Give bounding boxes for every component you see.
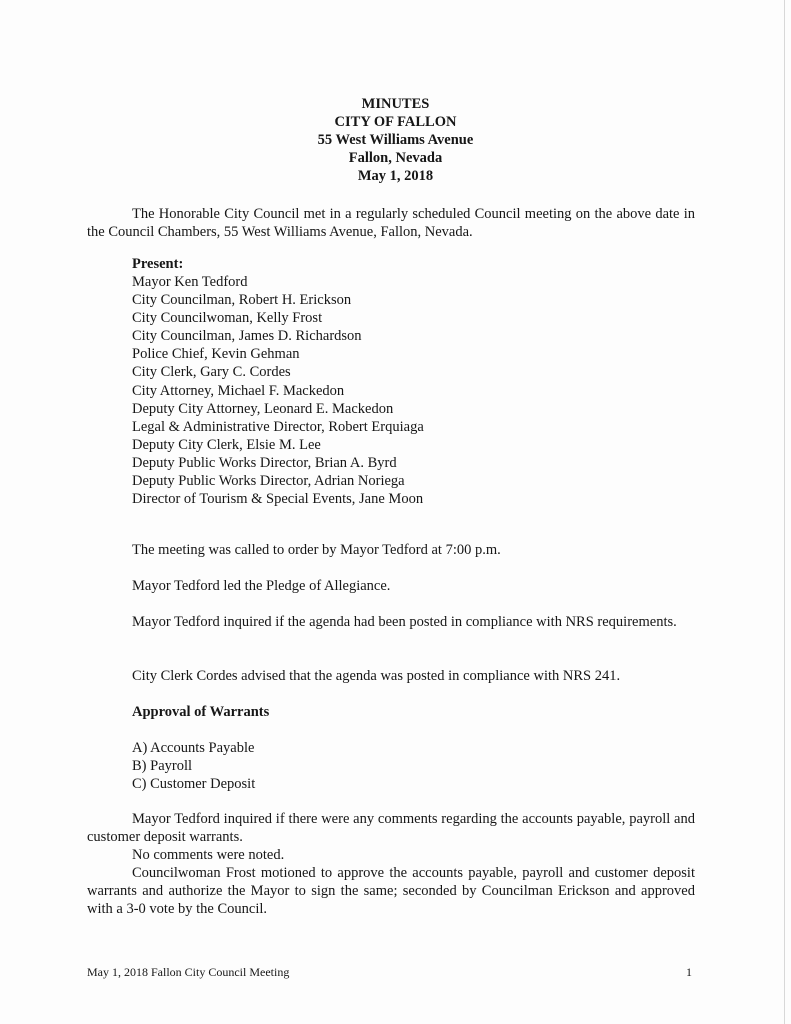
- attendee-item: Director of Tourism & Special Events, Jane Moon: [132, 491, 424, 508]
- warrant-item: B) Payroll: [132, 758, 193, 774]
- agenda-response-paragraph: City Clerk Cordes advised that the agenda was posted in compliance with NRS 241.: [132, 668, 621, 684]
- footer-page-number: 1: [686, 965, 692, 979]
- warrant-list: [132, 739, 255, 793]
- intro-paragraph: The Honorable City Council met in a regularly scheduled Council meeting on the above date in the Council Chambers, 55 West Williams Avenue, Fallon, Nevada.: [87, 206, 695, 240]
- footer-meeting-label: May 1, 2018 Fallon City Council Meeting: [87, 965, 290, 979]
- present-section: [132, 255, 632, 508]
- attendee-item: City Councilman, James D. Richardson: [132, 328, 362, 345]
- attendee-item: City Councilwoman, Kelly Frost: [132, 310, 323, 327]
- header-city: CITY OF FALLON: [334, 114, 457, 130]
- attendee-item: Police Chief, Kevin Gehman: [132, 346, 300, 363]
- header-address: 55 West Williams Avenue: [317, 132, 474, 148]
- call-to-order-paragraph: The meeting was called to order by Mayor Tedford at 7:00 p.m.: [132, 542, 501, 558]
- attendee-item: City Clerk, Gary C. Cordes: [132, 364, 291, 381]
- header-city-state: Fallon, Nevada: [348, 150, 443, 166]
- warrants-inquiry-paragraph: Mayor Tedford inquired if there were any comments regarding the accounts payable, payroll and customer deposit warrants.: [87, 811, 695, 845]
- present-heading: Present:: [132, 256, 184, 272]
- attendee-item: Deputy Public Works Director, Adrian Noriega: [132, 473, 405, 490]
- attendee-item: Deputy City Attorney, Leonard E. Mackedon: [132, 400, 394, 417]
- attendee-item: Mayor Ken Tedford: [132, 274, 248, 290]
- motion-paragraph: Councilwoman Frost motioned to approve the accounts payable, payroll and customer deposit warrants and authorize the Mayor to sign the same; seconded by Councilman Erickson and approved with a 3-0 vote by the Council.: [87, 865, 695, 917]
- no-comments-paragraph: No comments were noted.: [132, 847, 285, 863]
- minutes-header: [0, 95, 791, 185]
- attendee-item: Legal & Administrative Director, Robert Erquiaga: [132, 418, 424, 435]
- warrants-heading: Approval of Warrants: [132, 704, 270, 720]
- agenda-inquiry-paragraph: Mayor Tedford inquired if the agenda had been posted in compliance with NRS requirements.: [132, 614, 677, 630]
- warrant-item: C) Customer Deposit: [132, 776, 256, 792]
- attendee-item: Deputy City Clerk, Elsie M. Lee: [132, 436, 321, 453]
- attendee-item: Deputy Public Works Director, Brian A. Byrd: [132, 454, 397, 471]
- warrant-item: A) Accounts Payable: [132, 740, 255, 756]
- pledge-paragraph: Mayor Tedford led the Pledge of Allegiance.: [132, 578, 391, 594]
- attendee-item: City Attorney, Michael F. Mackedon: [132, 382, 345, 399]
- header-title: MINUTES: [361, 96, 430, 112]
- attendee-item: City Councilman, Robert H. Erickson: [132, 292, 352, 309]
- header-date: May 1, 2018: [357, 168, 434, 184]
